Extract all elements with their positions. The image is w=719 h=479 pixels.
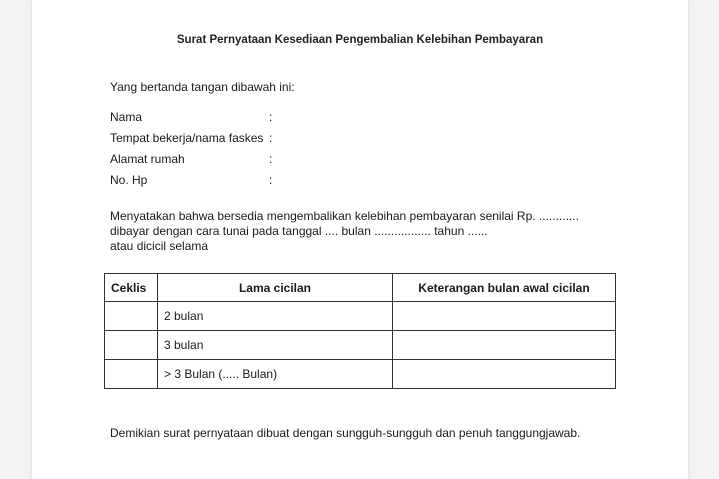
table-row (105, 302, 616, 331)
header-lama-cicilan: Lama cicilan (158, 274, 393, 302)
lama-cicilan-cell: > 3 Bulan (..... Bulan) (158, 360, 393, 389)
table-row (105, 331, 616, 360)
field-label-nama: Nama (110, 110, 143, 124)
field-separator: : (269, 131, 273, 145)
intro-text: Yang bertanda tangan dibawah ini: (110, 80, 295, 94)
field-label-no-hp: No. Hp (110, 173, 148, 187)
checkbox-cell[interactable] (105, 331, 158, 360)
field-separator: : (269, 173, 273, 187)
checkbox-cell[interactable] (105, 360, 158, 389)
table-header-row (105, 274, 616, 302)
closing-statement: Demikian surat pernyataan dibuat dengan sungguh-sungguh dan penuh tanggungjawab. (110, 426, 581, 440)
statement-line-3: atau dicicil selama (110, 239, 209, 253)
keterangan-cell[interactable] (393, 360, 616, 389)
installment-table (104, 273, 616, 389)
lama-cicilan-cell: 3 bulan (158, 331, 393, 360)
field-separator: : (269, 110, 273, 124)
statement-line-1: Menyatakan bahwa bersedia mengembalikan kelebihan pembayaran senilai Rp. ............ (110, 209, 579, 223)
keterangan-cell[interactable] (393, 331, 616, 360)
document-title: Surat Pernyataan Kesediaan Pengembalian Kelebihan Pembayaran (176, 34, 544, 46)
field-separator: : (269, 152, 273, 166)
document-page (32, 0, 688, 479)
header-ceklis: Ceklis (105, 274, 158, 302)
statement-line-2: dibayar dengan cara tunai pada tanggal .... bulan ................. tahun ...... (110, 224, 488, 238)
field-label-tempat-bekerja: Tempat bekerja/nama faskes (110, 131, 264, 145)
table-row (105, 360, 616, 389)
header-keterangan: Keterangan bulan awal cicilan (393, 274, 616, 302)
checkbox-cell[interactable] (105, 302, 158, 331)
field-label-alamat: Alamat rumah (110, 152, 185, 166)
keterangan-cell[interactable] (393, 302, 616, 331)
lama-cicilan-cell: 2 bulan (158, 302, 393, 331)
